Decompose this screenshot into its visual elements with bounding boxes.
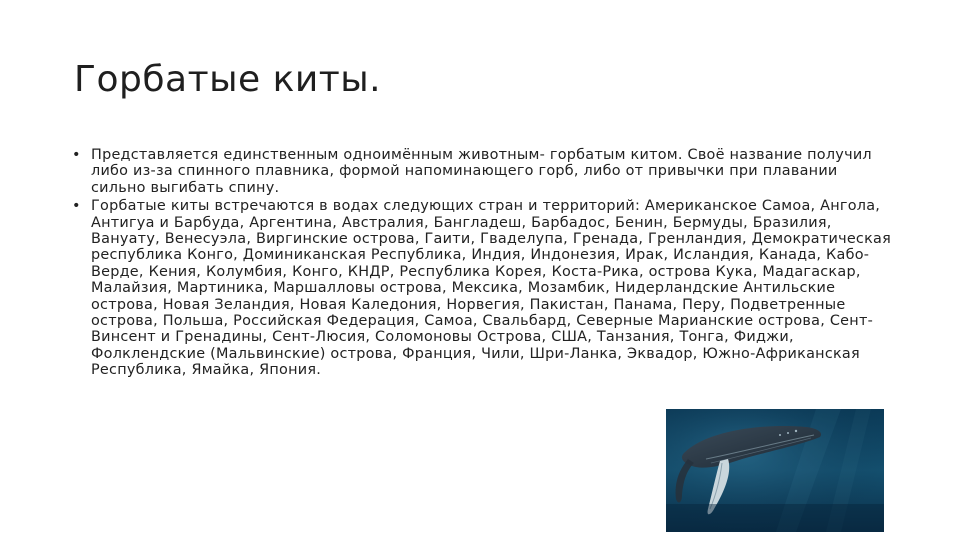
bullet-item — [72, 147, 892, 196]
humpback-whale-photo — [666, 409, 884, 532]
bullet-marker: • — [72, 198, 81, 215]
bullet-text: Горбатые киты встречаются в водах следующих стран и территорий: Американское Самоа, Ангола, Антигуа и Барбуда, Аргентина, Австралия, Бангладеш, Барбадос, Бенин, Бермуды, Бразилия, Вануату, Венесуэла, Виргинские острова, Гаити, Гваделупа, Гренада, Гренландия, Демократическая республика Конго, Доминиканская Республика, Индия, Индонезия, Ирак, Исландия, Канада, Кабо-Верде, Кения, Колумбия, Конго, КНДР, Республика Корея, Коста-Рика, острова Кука, Мадагаскар, Малайзия, Мартиника, Маршалловы острова, Мексика, Мозамбик, Нидерландские Антильские острова, Новая Зеландия, Новая Каледония, Норвегия, Пакистан, Панама, Перу, Подветренные острова, Польша, Российская Федерация, Самоа, Свальбард, Северные Марианские острова, Сент-Винсент и Гренадины, Сент-Люсия, Соломоновы Острова, США, Танзания, Тонга, Фиджи, Фолклендские (Мальвинские) острова, Франция, Чили, Шри-Ланка, Эквадор, Южно-Африканская Республика, Ямайка, Япония. — [91, 198, 892, 379]
bullet-marker: • — [72, 147, 81, 163]
bullet-list — [72, 147, 892, 381]
bullet-text: Представляется единственным одноимённым животным- горбатым китом. Своё название получил либо из-за спинного плавника, формой напоминающего горб, либо от привычки при плавании сильно выгибать спину. — [91, 147, 872, 196]
slide-title: Горбатые киты. — [74, 59, 382, 100]
bullet-item — [72, 198, 892, 378]
whale-illustration — [666, 409, 884, 532]
